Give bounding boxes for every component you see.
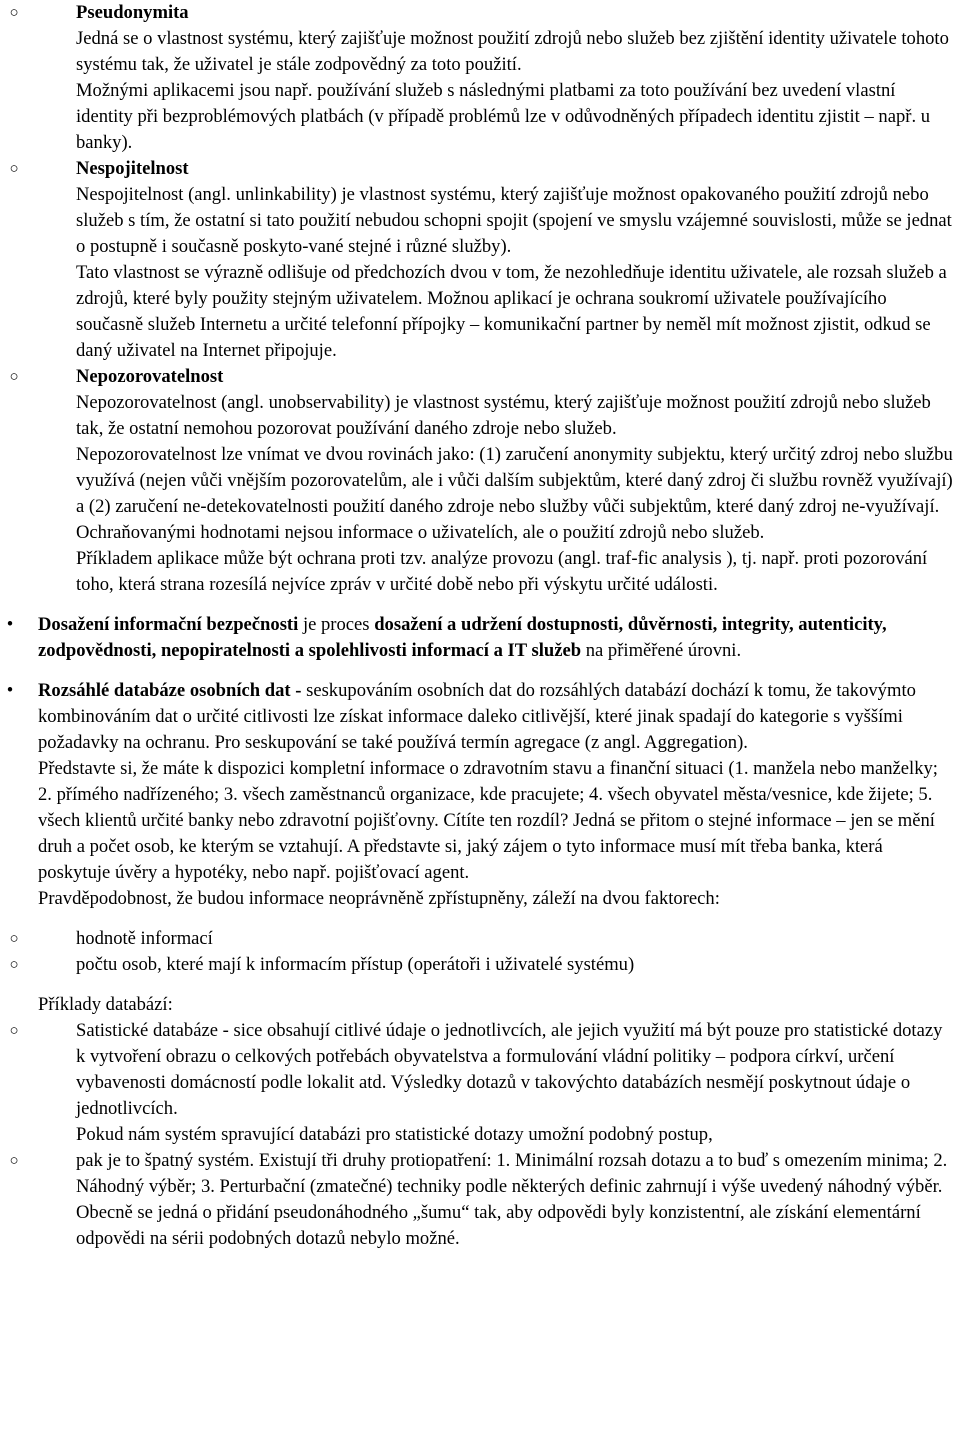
factor-text: počtu osob, které mají k informacím přístup (operátoři i uživatelé systému) — [76, 954, 635, 975]
circle-bullet-icon: ○ — [9, 369, 19, 385]
paragraph: Možnými aplikacemi jsou např. používání služeb s následnými platbami za toto používání bez uvedení vlastní identity při bezproblémových platbách (v případě problémů lze v odůvodněných případech identitu zjistit – např. u banky). — [76, 80, 931, 153]
bullet-icon: • — [6, 680, 14, 701]
paragraph: Pravděpodobnost, že budou informace neoprávněně zpřístupněny, záleží na dvou faktorech: — [38, 888, 720, 909]
paragraph: Představte si, že máte k dispozici kompletní informace o zdravotním stavu a finanční situaci (1. manžela nebo manželky; 2. přímého nadřízeného; 3. všech zaměstnanců organizace, kde pracujete; 4. všech obyvatel města/vesnice, kde žijete; 5. všech klientů určité banky nebo zdravotní pojišťovny. Cítíte ten rozdíl? Jedná se přitom o stejné informace – jen se mění druh a počet osob, ke kterým se vztahují. A představte si, jaký zájem o tyto informace musí mít třeba banka, která poskytuje úvěry a hypotéky, nebo např. pojišťovací agent. — [38, 758, 938, 883]
circle-bullet-icon: ○ — [9, 5, 19, 21]
paragraph: Jedná se o vlastnost systému, který zajišťuje možnost použití zdrojů nebo služeb bez zjištění identity uživatele tohoto systému tak, že uživatel je stále zodpovědný za toto použití. — [76, 28, 949, 75]
section-title: Nespojitelnost — [76, 158, 189, 179]
circle-bullet-icon: ○ — [9, 1153, 19, 1169]
list-item-factor — [0, 952, 960, 978]
section-title: Pseudonymita — [76, 2, 189, 23]
paragraph: Nepozorovatelnost (angl. unobservability) je vlastnost systému, který zajišťuje možnost použití zdrojů nebo služeb tak, že ostatní nemohou pozorovat používání daného zdroje nebo služeb. — [76, 392, 931, 439]
circle-bullet-icon: ○ — [9, 1023, 19, 1039]
list-item-example — [0, 1148, 960, 1252]
paragraph: Nespojitelnost (angl. unlinkability) je vlastnost systému, který zajišťuje možnost opakovaného použití zdrojů nebo služeb s tím, že ostatní si tato použití nebudou schopni spojit (spojení ve smyslu vzájemné souvislosti, může se jednat o postupně i současně poskyto-vané stejné i různé služby). — [76, 184, 952, 257]
paragraph: Pokud nám systém spravující databázi pro statistické dotazy umožní podobný postup, — [76, 1124, 713, 1145]
paragraph: Příkladem aplikace může být ochrana proti tzv. analýze provozu (angl. traf-fic analysis ), tj. např. proti pozorování toho, která strana rozesílá nejvíce zpráv v určité době nebo při výskytu určité události. — [76, 548, 928, 595]
circle-bullet-icon: ○ — [9, 957, 19, 973]
term: Dosažení informační bezpečnosti — [38, 614, 299, 635]
circle-bullet-icon: ○ — [9, 931, 19, 947]
term: Rozsáhlé databáze osobních dat - — [38, 680, 302, 701]
paragraph — [38, 612, 952, 664]
examples-heading: Příklady databází: — [38, 994, 173, 1015]
section-title: Nepozorovatelnost — [76, 366, 224, 387]
text: je proces — [298, 614, 375, 635]
paragraph — [38, 678, 952, 756]
paragraph: pak je to špatný systém. Existují tři druhy protiopatření: 1. Minimální rozsah dotazu a to buď s omezením minima; 2. Náhodný výběr; 3. Perturbační (zmatečné) techniky podle některých definic zahrnují i výše uvedený náhodný výběr. Obecně se jedná o přidání pseudonáhodného „šumu“ tak, aby odpovědi byly konzistentní, ale získání elementární odpovědi na sérii podobných dotazů nebylo možné. — [76, 1150, 948, 1249]
bullet-item-databaze — [0, 678, 960, 756]
list-item-pseudonymita — [0, 0, 960, 156]
paragraph: Satistické databáze - sice obsahují citlivé údaje o jednotlivcích, ale jejich využití má být pouze pro statistické dotazy k vytvoření obrazu o celkových potřebách obyvatelstva a formulování vládní politiky – podpora církví, určení vybavenosti domácností podle lokalit atd. Výsledky dotazů v takovýchto databázích nesmějí poskytnout údaje o jednotlivcích. — [76, 1020, 943, 1119]
text: na přiměřené úrovni. — [581, 640, 742, 661]
list-item-factor — [0, 926, 960, 952]
bullet-icon: • — [6, 614, 14, 635]
bullet-item-dosazeni — [0, 612, 960, 664]
list-item-example — [0, 1018, 960, 1148]
term-emphasis: dosažení a udržení dostupnosti, důvěrnosti, integrity, autenticity, zodpovědnosti, nepopiratelnosti a spolehlivosti informací a IT služeb — [38, 614, 887, 661]
circle-bullet-icon: ○ — [9, 161, 19, 177]
paragraph: Nepozorovatelnost lze vnímat ve dvou rovinách jako: (1) zaručení anonymity subjektu, který určitý zdroj nebo službu využívá (nejen vůči vnějším pozorovatelům, ale i vůči dalším subjektům, které daný zdroj či službu rovněž využívají) a (2) zaručení ne-detekovatelnosti použití daného zdroje nebo služby vůči subjektům, které daný zdroj ne-využívají. — [76, 444, 953, 517]
paragraph: Tato vlastnost se výrazně odlišuje od předchozích dvou v tom, že nezohledňuje identitu uživatele, ale rozsah služeb a zdrojů, které byly použity stejným uživatelem. Možnou aplikací je ochrana soukromí uživatele používajícího současně služeb Internetu a určité telefonní přípojky – komunikační partner by neměl mít možnost zjistit, odkud se daný uživatel na Internet připojuje. — [76, 262, 947, 361]
factor-text: hodnotě informací — [76, 928, 213, 949]
paragraph: Ochraňovanými hodnotami nejsou informace o uživatelích, ale o použití zdrojů nebo služeb. — [76, 522, 765, 543]
text: seskupováním osobních dat do rozsáhlých databází dochází k tomu, že takovýmto kombinováním dat o určité citlivosti lze získat informace daleko citlivější, které jinak spadají do kategorie s vyššími požadavky na ochranu. Pro seskupování se také používá termín agregace (z angl. Aggregation). — [38, 680, 916, 753]
list-item-nespojitelnost — [0, 156, 960, 364]
list-item-nepozorovatelnost — [0, 364, 960, 598]
